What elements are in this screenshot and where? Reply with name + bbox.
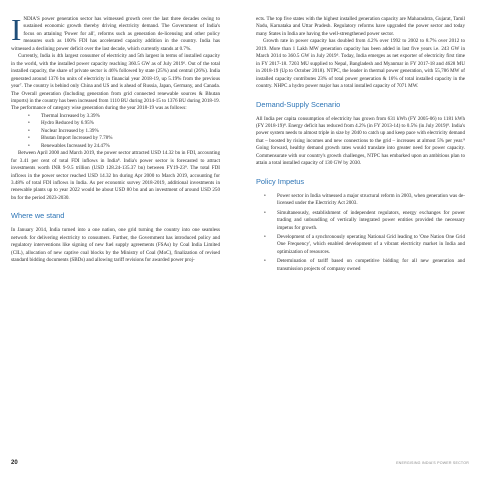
installed-capacity-paragraph: Currently, India is 4th largest consumer of electricity and 5th largest in terms of installed capacity in the world, with the installed power capacity reaching 360.5 GW as of July 2019⁶. Out of the total installed capacity, the share of private sector is 46% followed by state (25%) and central (26%). India generated around 1376 bn units of electricity in financial year 2018-19, up 5.19% from the previous year⁷. The country is behind only China and US and is ahead of Russia, Japan, Germany, and Canada. The Overall generation (Including generation from grid connected renewable sources & Bhutan imports) in the country has been increased from 1110 BU during 2014-15 to 1376 BU during 2018-19. The performance of category wise generation during the year 2018-19 was as follows: [11,53,220,112]
list-item: • Renewables Increased by 24.47% [11,143,220,150]
list-item: • Thermal Increased by 3.39% [11,113,220,120]
left-column [11,12,220,265]
list-item: • Nuclear Increased by 1.39% [11,128,220,135]
footer-running-title: ENERGISING INDIA'S POWER SECTOR [396,461,469,465]
intro-paragraph [11,12,220,53]
list-item: • Hydro Reduced by 6.95% [11,120,220,127]
list-item: • Simultaneously, establishment of independent regulators, energy exchanges for power trading and unbundling of vertically integrated power entities provided the necessary impetus for growth. [256,210,465,232]
drop-cap: I [11,12,22,47]
generation-bullet-list [11,113,220,150]
growth-rate-paragraph: Growth rate in power capacity has doubled from 4.2% over 1992 to 2002 to 8.7% over 2012 to 2019. More than 1 Lakh MW generation capacity has been added in last five years i.e. 243 GW in March 2014 to 360.5 GW in July 2019⁶. Today, India emerges as net exporter of electricity first time in FY 2017-18. 7203 MU supplied to Nepal, Bangladesh and Myanmar in FY 2017-18 and 4628 MU in 2018-19 (Up to October 2018). NTPC, the leader in thermal power generation, with 55,786 MW of installed capacity contributes 23% of total power generation & 16% of total installed capacity in the country. NHPC a hydro power major has a total installed capacity of 7071 MW. [256,38,465,90]
page-number: 20 [11,460,18,466]
policy-bullet-list [256,193,465,274]
list-item: • Development of a synchronously operating National Grid leading to 'One Nation One Grid One Frequency', which enabled development of a vibrant electricity market in India and optimization of resources. [256,234,465,256]
intro-text: NDIA'S power generation sector has witnessed growth over the last three decades owing to sustained economic growth thereby driving electricity demand. The Government of India's focus on attaining 'Power for all', reforms such as generation de-licensing and other policy measures such as 100% FDI has accelerated capacity addition in the country. India has witnessed a declining power deficit over the last decade, which currently stands at 0.7%. [11,16,220,52]
section-heading-demand-supply: Demand-Supply Scenario [256,99,341,109]
right-column [256,16,465,273]
one-grid-paragraph: In January 2014, India turned into a one nation, one grid turning the country into one seamless network for delivering electricity to consumers. Further, the Government has introduced policy and regulatory interventions like signing of new fuel supply agreements (FSAs) by Coal India Limited (CIL), allocation of new captive coal blocks by the Ministry of Coal (MoC), finalization of revised standard bidding documents (SBDs) and allowing tariff revisions for awarded power proj- [11,227,220,264]
list-item: • Power sector in India witnessed a major structural reform in 2003, when generation was de-licensed under the Electricity Act 2003. [256,193,465,208]
demand-supply-paragraph: All India per capita consumption of electricity has grown from 631 kWh (FY 2005-06) to 1181 kWh (FY 2018-19)⁸. Energy deficit has reduced from 4.2% (in FY 2013-14) to 0.5% (in July 2019)⁸. India's power system needs to almost triple in size by 2040 to catch up and keep pace with electricity demand that – boosted by rising incomes and new connections to the grid – increases at almost 5% per year.⁹ Going forward, healthy demand growth rates would translate into greater need for power capacity. Commensurate with our country's growth challenges, NTPC has embarked upon an ambitious plan to attain a total installed capacity of 130 GW by 2030. [256,115,465,167]
top-states-paragraph: ects. The top five states with the highest installed generation capacity are Maharashtra, Gujarat, Tamil Nadu, Karnataka and Uttar Pradesh. Regulatory reforms have upgraded the power sector and today many States in India are having the well-strengthened power sector. [256,16,465,37]
section-heading-where-we-stand: Where we stand [11,211,65,221]
section-heading-policy-impetus: Policy Impetus [256,176,305,186]
list-item: • Determination of tariff based on competitive bidding for all new generation and transmission projects of company owned [256,258,465,273]
fdi-paragraph: Between April 2000 and March 2019, the power sector attracted USD 14.32 bn in FDI, accounting for 3.41 per cent of total FDI inflows in India⁸. India's power sector is forecasted to attract investments worth INR 9-9.5 trillion (USD 128.24-135.37 bn) between FY19-23⁹. The total FDI inflows in the power sector reached USD 14.32 bn during Apr 2000 to March 2019, accounting for 3.48% of total FDI inflows in India. As per economic survey 2018-2019, additional investments in renewable plants up to year 2022 would be about USD 80 bn and an investment of around USD 250 bn for the period 2023-2030. [11,150,220,201]
list-item: • Bhutan Import Increased by 7.78% [11,135,220,142]
